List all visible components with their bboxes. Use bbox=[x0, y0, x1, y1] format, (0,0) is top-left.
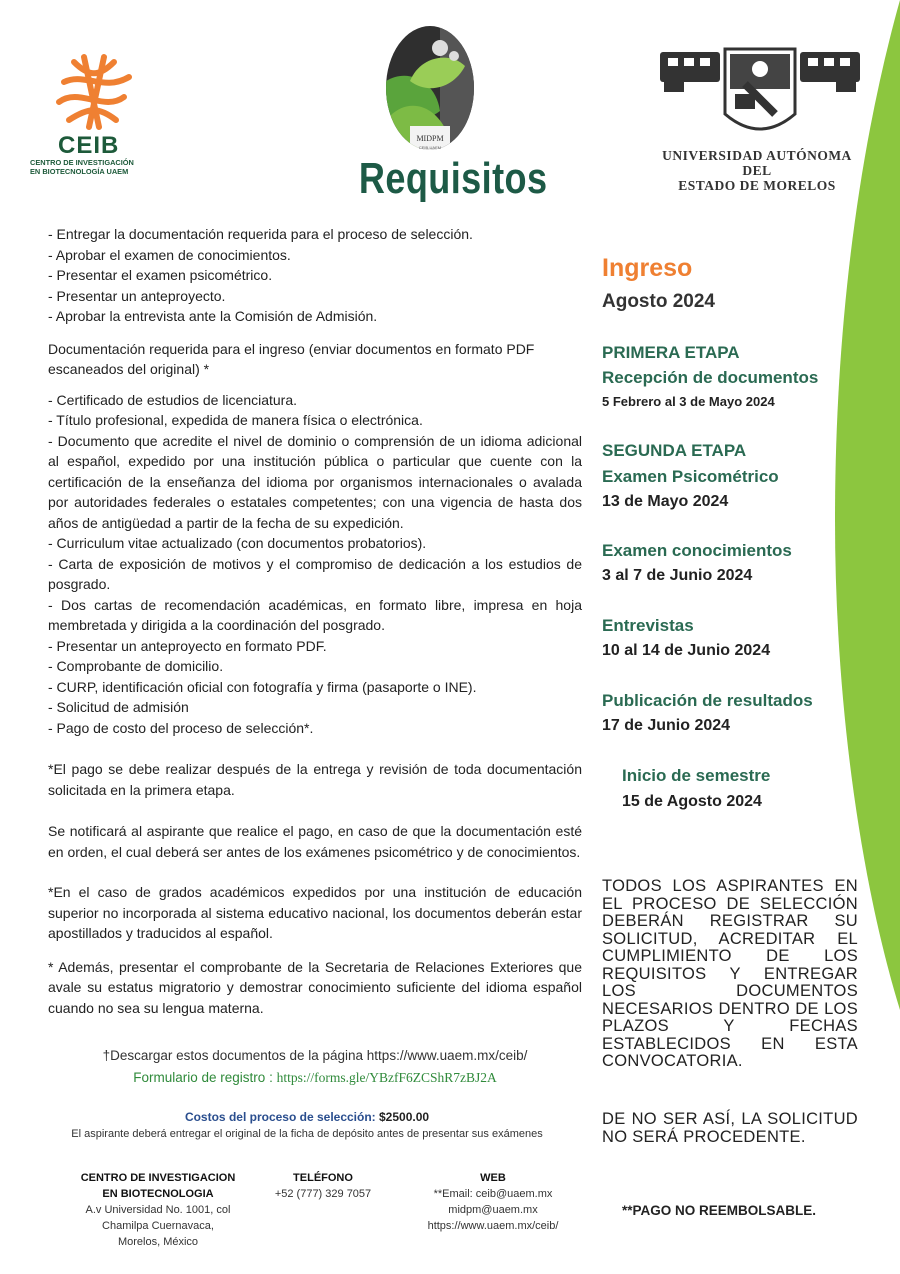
non-refundable-notice: **PAGO NO REEMBOLSABLE. bbox=[622, 1203, 817, 1218]
period-heading: Agosto 2024 bbox=[602, 291, 715, 312]
stage2-title: Examen Psicométrico bbox=[602, 467, 779, 486]
costs-amount: $2500.00 bbox=[379, 1110, 430, 1124]
requirements-list bbox=[48, 224, 582, 327]
footer-web-url[interactable]: https://www.uaem.mx/ceib/ bbox=[427, 1220, 559, 1232]
ceib-subtitle bbox=[30, 158, 170, 176]
costs-note: El aspirante deberá entregar el original de la ficha de depósito antes de presentar sus exámenes bbox=[71, 1128, 543, 1140]
footer-address bbox=[68, 1170, 248, 1250]
footer-email-1[interactable]: **Email: ceib@uaem.mx bbox=[433, 1188, 553, 1200]
payment-note: *El pago se debe realizar después de la entrega y revisión de toda documentación solicitada en la primera etapa. bbox=[48, 761, 582, 798]
results-title: Publicación de resultados bbox=[602, 691, 813, 710]
list-item: - Pago de costo del proceso de selección*. bbox=[48, 719, 314, 736]
knowledge-exam-title: Examen conocimientos bbox=[602, 541, 792, 560]
stage1-title: Recepción de documentos bbox=[602, 368, 819, 387]
interviews-title: Entrevistas bbox=[602, 616, 694, 635]
list-item: - Presentar el examen psicométrico. bbox=[48, 267, 273, 283]
midpm-leaf-icon bbox=[380, 26, 480, 156]
stage2-date: 13 de Mayo 2024 bbox=[602, 493, 729, 510]
list-item: - Carta de exposición de motivos y el compromiso de dedicación a los estudios de posgrado. bbox=[48, 555, 582, 592]
stage1-label: PRIMERA ETAPA bbox=[602, 343, 740, 362]
list-item: - Solicitud de admisión bbox=[48, 699, 189, 715]
sre-note: * Además, presentar el comprobante de la Secretaria de Relaciones Exteriores que avale su estatus migratorio y demostrar conocimiento suficiente del idioma español cuando no sea su lengua materna. bbox=[48, 958, 582, 1016]
list-item: - Comprobante de domicilio. bbox=[48, 658, 224, 674]
uaem-name-line2: ESTADO DE MORELOS bbox=[678, 178, 836, 193]
documentation-heading: Documentación requerida para el ingreso (enviar documentos en formato PDF escaneados del original) * bbox=[48, 340, 535, 377]
page-title: Requisitos bbox=[358, 154, 548, 203]
results-date: 17 de Junio 2024 bbox=[602, 717, 731, 734]
footer-email-2[interactable]: midpm@uaem.mx bbox=[448, 1204, 538, 1216]
stage2-label: SEGUNDA ETAPA bbox=[602, 441, 747, 460]
list-item: - Aprobar el examen de conocimientos. bbox=[48, 246, 291, 263]
uaem-name-line1: UNIVERSIDAD AUTÓNOMA DEL bbox=[662, 148, 852, 178]
form-label: Formulario de registro : bbox=[133, 1070, 277, 1085]
list-item: - Presentar un anteproyecto. bbox=[48, 287, 226, 304]
footer-phone bbox=[258, 1170, 388, 1202]
footer-phone-number[interactable]: +52 (777) 329 7057 bbox=[274, 1188, 372, 1200]
list-item: - Certificado de estudios de licenciatura. bbox=[48, 391, 298, 408]
list-item: - Curriculum vitae actualizado (con documentos probatorios). bbox=[48, 535, 427, 551]
ceib-dna-icon bbox=[44, 52, 144, 132]
footer-address-line3: A.v Universidad No. 1001, col bbox=[85, 1204, 231, 1216]
semester-date: 15 de Agosto 2024 bbox=[622, 793, 762, 810]
list-item: - Aprobar la entrevista ante la Comisión de Admisión. bbox=[48, 308, 378, 324]
notify-note: Se notificará al aspirante que realice el pago, en caso de que la documentación esté en orden, el cual deberá ser antes de los exámenes psicométrico y de conocimientos. bbox=[48, 823, 582, 860]
midpm-subtext: CEIB-UAEM bbox=[418, 145, 442, 150]
list-item: - Título profesional, expedida de manera física o electrónica. bbox=[48, 412, 423, 428]
ingreso-heading: Ingreso bbox=[602, 254, 693, 282]
footer-phone-heading: TELÉFONO bbox=[293, 1172, 353, 1184]
otherwise-notice: DE NO SER ASÍ, LA SOLICITUD NO SERÁ PROCEDENTE. bbox=[602, 1110, 858, 1146]
form-link[interactable]: https://forms.gle/YBzfF6ZCShR7zBJ2A bbox=[276, 1070, 497, 1085]
costs-line bbox=[30, 1110, 584, 1124]
foreign-degree-note: *En el caso de grados académicos expedidos por una institución de educación superior no incorporada al sistema educativo nacional, los documentos deberán estar apostillados y traducidos al español. bbox=[48, 884, 582, 941]
footer-web-heading: WEB bbox=[480, 1172, 506, 1184]
costs-label: Costos del proceso de selección: bbox=[184, 1110, 379, 1124]
footer-web bbox=[398, 1170, 588, 1234]
list-item: - Entregar la documentación requerida para el proceso de selección. bbox=[48, 226, 473, 242]
knowledge-exam-date: 3 al 7 de Junio 2024 bbox=[602, 567, 753, 584]
footer-address-line5: Morelos, México bbox=[117, 1236, 199, 1248]
stage1-date: 5 Febrero al 3 de Mayo 2024 bbox=[602, 394, 775, 409]
list-item: - Documento que acredite el nivel de dominio o comprensión de un idioma adicional al español, expedido por una institución pública o particular que cuente con la certificación de la enseñanza del idioma por organismos internacionales o avalada por autoridades federales o estatales competentes; con una vigencia de hasta dos años de antigüedad a partir de la fecha de su expedición. bbox=[48, 432, 582, 531]
registration-form-line bbox=[48, 1070, 582, 1086]
semester-title: Inicio de semestre bbox=[622, 766, 771, 785]
applicants-notice: TODOS LOS ASPIRANTES EN EL PROCESO DE SELECCIÓN DEBERÁN REGISTRAR SU SOLICITUD, ACREDITAR EL CUMPLIMIENTO DE LOS REQUISITOS Y ENTREGAR LOS DOCUMENTOS NECESARIOS DENTRO DE LOS PLAZOS Y FECHAS ESTABLECIDOS EN ESTA CONVOCATORIA. bbox=[602, 877, 858, 1070]
download-line: †Descargar estos documentos de la página https://www.uaem.mx/ceib/ bbox=[102, 1048, 528, 1063]
footer-address-line4: Chamilpa Cuernavaca, bbox=[102, 1220, 214, 1232]
ceib-subtitle-line1: CENTRO DE INVESTIGACIÓN bbox=[30, 158, 134, 167]
midpm-logo bbox=[380, 26, 480, 156]
ceib-subtitle-line2: EN BIOTECNOLOGÍA UAEM bbox=[30, 167, 129, 176]
midpm-text: MIDPM bbox=[416, 134, 444, 143]
ceib-logo bbox=[30, 52, 174, 182]
documents-list bbox=[48, 390, 582, 739]
footer-address-line2: EN BIOTECNOLOGIA bbox=[102, 1188, 214, 1200]
requirements-section bbox=[48, 224, 582, 1018]
list-item: - Presentar un anteproyecto en formato PDF. bbox=[48, 637, 327, 654]
ceib-acronym: CEIB bbox=[58, 132, 120, 159]
uaem-name bbox=[648, 148, 866, 193]
footer-address-line1: CENTRO DE INVESTIGACION bbox=[80, 1172, 236, 1184]
list-item: - Dos cartas de recomendación académicas, en formato libre, impresa en hoja membretada y dirigida a la coordinación del posgrado. bbox=[48, 596, 582, 633]
list-item: - CURP, identificación oficial con fotografía y firma (pasaporte o INE). bbox=[48, 678, 477, 695]
interviews-date: 10 al 14 de Junio 2024 bbox=[602, 642, 771, 659]
uaem-crest-icon bbox=[650, 44, 870, 144]
